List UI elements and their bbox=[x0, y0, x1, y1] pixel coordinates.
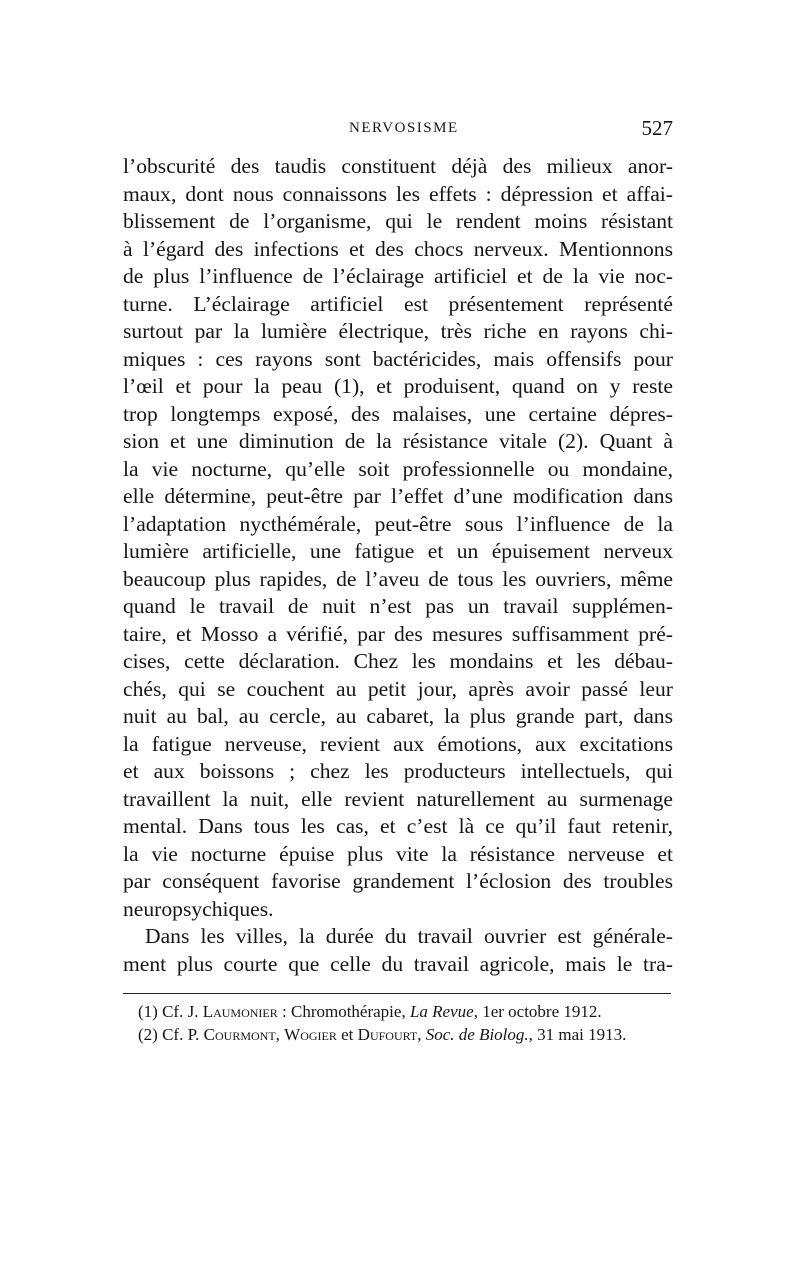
footnote-2 bbox=[138, 1023, 668, 1046]
footnote-text: (1) Cf. J. bbox=[138, 1002, 203, 1021]
footnote-text: et bbox=[336, 1025, 358, 1044]
footnote-source: Soc. de Biolog. bbox=[425, 1025, 529, 1044]
text-line: miques : ces rayons sont bactéricides, mais offensifs pour bbox=[123, 346, 673, 371]
text-line: l’adaptation nycthémérale, peut-être sous l’influence de la bbox=[123, 511, 673, 536]
text-line: quand le travail de nuit n’est pas un travail supplémen- bbox=[123, 594, 673, 618]
footnote-rule bbox=[123, 993, 671, 994]
footnotes bbox=[138, 1000, 668, 1046]
text-line: la fatigue nerveuse, revient aux émotions, aux excitations bbox=[123, 731, 673, 756]
text-line: mental. Dans tous les cas, et c’est là ce qu’il faut retenir, bbox=[123, 814, 673, 838]
text-line: par conséquent favorise grandement l’éclosion des troubles bbox=[123, 869, 673, 893]
text-line: blissement de l’organisme, qui le rendent moins résistant bbox=[123, 209, 673, 233]
text-line: chés, qui se couchent au petit jour, après avoir passé leur bbox=[123, 676, 673, 701]
footnote-source: La Revue bbox=[409, 1002, 474, 1021]
text-line: ment plus courte que celle du travail agricole, mais le tra- bbox=[123, 951, 673, 976]
text-line: elle détermine, peut-être par l’effet d’une modification dans bbox=[123, 484, 673, 508]
text-line: turne. L’éclairage artificiel est présentement représenté bbox=[123, 291, 673, 316]
text-line: et aux boissons ; chez les producteurs intellectuels, qui bbox=[123, 759, 673, 783]
footnote-author: Wogier bbox=[284, 1025, 337, 1044]
text-line: l’obscurité des taudis constituent déjà des milieux anor- bbox=[123, 154, 673, 178]
text-line: à l’égard des infections et des chocs nerveux. Mentionnons bbox=[123, 236, 673, 261]
running-title: NERVOSISME bbox=[349, 120, 459, 136]
text-line: nuit au bal, au cercle, au cabaret, la plus grande part, dans bbox=[123, 704, 673, 728]
text-line: lumière artificielle, une fatigue et un épuisement nerveux bbox=[123, 539, 673, 563]
body-text bbox=[123, 153, 673, 978]
footnote-text: (2) Cf. P. bbox=[138, 1025, 204, 1044]
footnote-text: , bbox=[275, 1025, 285, 1044]
footnote-1 bbox=[138, 1000, 668, 1023]
text-line: cises, cette déclaration. Chez les mondains et les débau- bbox=[123, 649, 673, 673]
footnote-author: Dufourt bbox=[357, 1025, 418, 1044]
footnote-text: : Chromothérapie, bbox=[277, 1002, 410, 1021]
text-line: travaillent la nuit, elle revient naturellement au surmenage bbox=[123, 786, 673, 811]
page-header bbox=[123, 116, 673, 144]
page-number: 527 bbox=[641, 116, 673, 140]
text-line: de plus l’influence de l’éclairage artificiel et de la vie noc- bbox=[123, 264, 673, 288]
footnote-text: , 1er octobre 1912. bbox=[473, 1002, 602, 1021]
text-line: trop longtemps exposé, des malaises, une certaine dépres- bbox=[123, 401, 673, 426]
text-line: neuropsychiques. bbox=[123, 896, 274, 921]
text-line: beaucoup plus rapides, de l’aveu de tous les ouvriers, même bbox=[123, 566, 673, 591]
text-line: surtout par la lumière électrique, très riche en rayons chi- bbox=[123, 319, 673, 343]
footnote-author: Courmont bbox=[203, 1025, 276, 1044]
text-line: taire, et Mosso a vérifié, par des mesures suffisamment pré- bbox=[123, 621, 673, 646]
text-line: la vie nocturne, qu’elle soit professionnelle ou mondaine, bbox=[123, 456, 673, 481]
text-line: l’œil et pour la peau (1), et produisent, quand on y reste bbox=[123, 374, 673, 398]
footnote-text: , 31 mai 1913. bbox=[528, 1025, 627, 1044]
footnote-author: Laumonier bbox=[202, 1002, 278, 1021]
text-line: sion et une diminution de la résistance vitale (2). Quant à bbox=[123, 429, 673, 453]
footnote-text: , bbox=[417, 1025, 426, 1044]
text-line: maux, dont nous connaissons les effets : dépression et affai- bbox=[123, 181, 673, 206]
text-line: Dans les villes, la durée du travail ouvrier est générale- bbox=[145, 924, 673, 948]
text-line: la vie nocturne épuise plus vite la résistance nerveuse et bbox=[123, 841, 673, 866]
